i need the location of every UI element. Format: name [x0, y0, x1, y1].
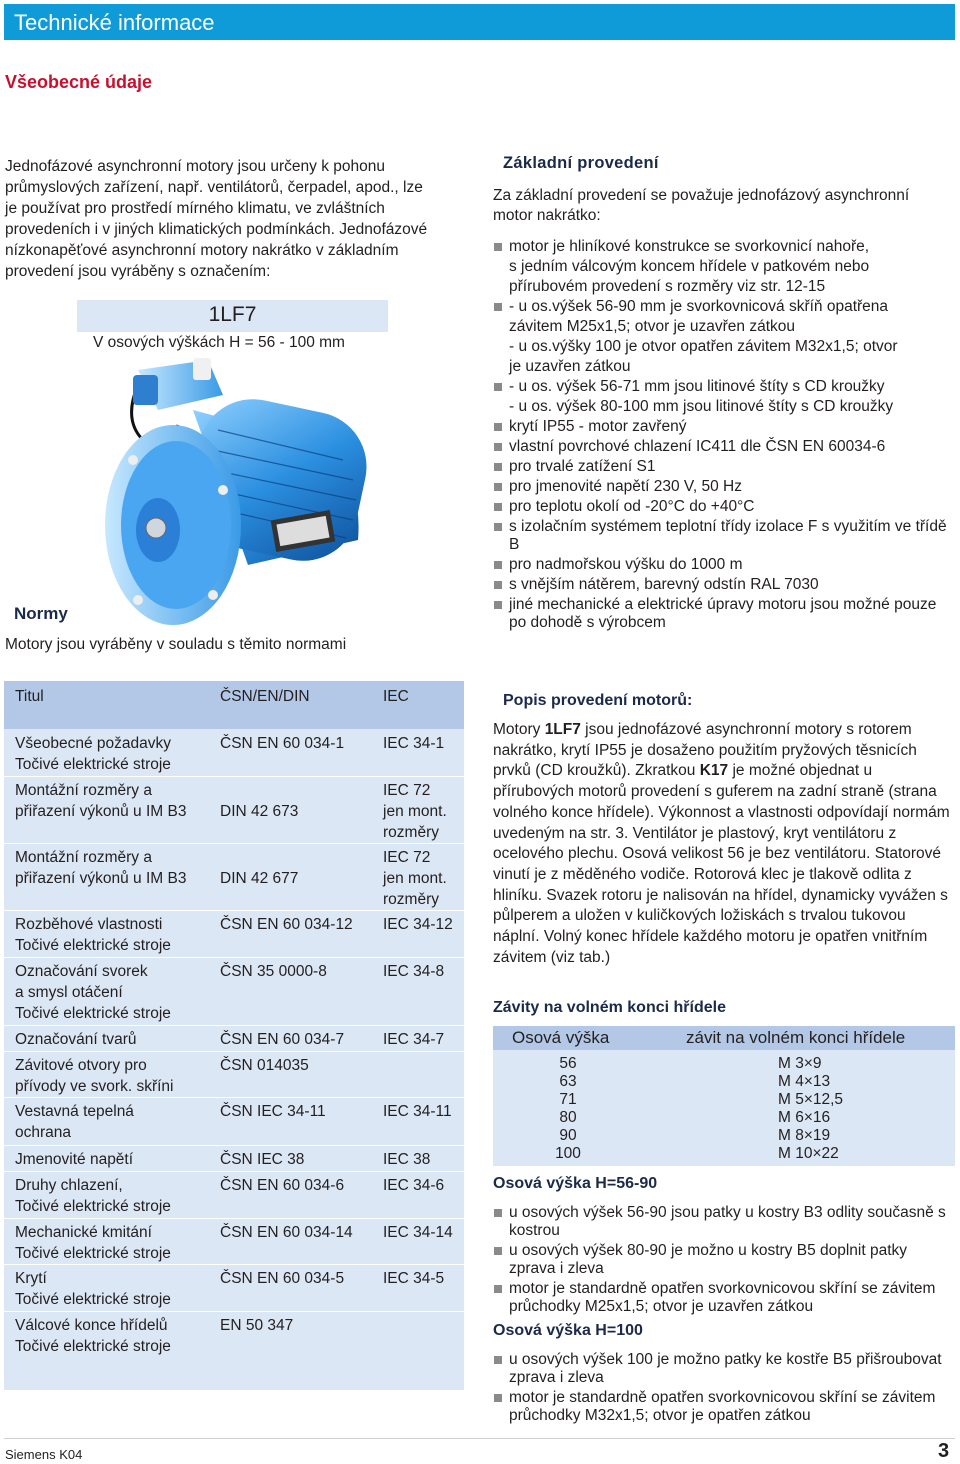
norms-text: Motory jsou vyráběny v souladu s těmito normami: [5, 636, 347, 653]
list-item: krytí IP55 - motor zavřený: [493, 418, 955, 436]
list-item: u osových výšek 80-90 je možno u kostry B5 doplnit patky zprava i zleva: [493, 1242, 955, 1278]
list-item: pro trvalé zatížení S1: [493, 458, 955, 476]
norm-title-cell: Vestavná tepelná ochrana: [15, 1103, 134, 1141]
threads-title: Závity na volném konci hřídele: [493, 999, 726, 1016]
norm-csn-cell: DIN 42 677: [220, 870, 299, 887]
thread-size-cell: M 10×22: [778, 1145, 839, 1162]
norm-csn-cell: ČSN EN 60 034-7: [220, 1031, 345, 1048]
list-item: - u os.výšek 56-90 mm je svorkovnicová skříň opatřena: [493, 298, 955, 316]
list-item: - u os. výšek 56-71 mm jsou litinové štíty s CD kroužky: [493, 378, 955, 396]
row-divider: [4, 1025, 464, 1026]
table-header-cell: Titul: [15, 688, 44, 705]
footer-label: Siemens K04: [5, 1447, 83, 1462]
table-header-cell: ČSN/EN/DIN: [220, 688, 310, 705]
thread-size-cell: M 4×13: [778, 1073, 831, 1090]
intro-text: [5, 156, 475, 282]
list-item: vlastní povrchové chlazení IC411 dle ČSN EN 60034-6: [493, 438, 955, 456]
basic-design-title: Základní provedení: [503, 154, 659, 172]
option-code: K17: [699, 762, 729, 780]
list-item: pro nadmořskou výšku do 1000 m: [493, 556, 955, 574]
list-item: je uzavřen zátkou: [509, 358, 631, 375]
intro-line: nízkonapěťové asynchronní motory nakrátko v základním: [5, 242, 399, 259]
norm-csn-cell: ČSN EN 60 034-5: [220, 1270, 345, 1287]
norm-csn-cell: ČSN EN 60 034-12: [220, 916, 353, 933]
norm-title-cell: Jmenovité napětí: [15, 1151, 134, 1168]
norm-title-cell: Krytí Točivé elektrické stroje: [15, 1270, 171, 1308]
row-divider: [4, 957, 464, 958]
norm-iec-cell: IEC 34-6: [383, 1177, 445, 1194]
table-header-cell: Osová výška: [512, 1028, 610, 1047]
norm-title-cell: Druhy chlazení, Točivé elektrické stroje: [15, 1177, 171, 1215]
thread-height-cell: 100: [555, 1145, 581, 1162]
h100-list: [493, 1351, 955, 1427]
thread-size-cell: M 8×19: [778, 1127, 831, 1144]
row-divider: [4, 1218, 464, 1219]
page-header-title: Technické informace: [14, 10, 215, 35]
norm-title-cell: Označování tvarů: [15, 1031, 137, 1048]
footer-divider: [4, 1438, 955, 1439]
norm-csn-cell: ČSN EN 60 034-6: [220, 1177, 345, 1194]
intro-line: provedeních i v jiných klimatických podmínkách. Jednofázové: [5, 221, 428, 238]
thread-height-cell: 63: [559, 1073, 577, 1090]
list-item: s izolačním systémem teplotní třídy izolace F s využitím ve třídě B: [493, 518, 955, 554]
row-divider: [4, 1145, 464, 1146]
list-item: jiné mechanické a elektrické úpravy motoru jsou možné pouze po dohodě s výrobcem: [493, 596, 955, 632]
norm-title-cell: Válcové konce hřídelů Točivé elektrické stroje: [15, 1317, 171, 1355]
thread-height-cell: 71: [559, 1091, 577, 1108]
h90-title: Osová výška H=56-90: [493, 1175, 658, 1192]
row-divider: [4, 1171, 464, 1172]
thread-size-cell: M 6×16: [778, 1109, 831, 1126]
norm-csn-cell: EN 50 347: [220, 1317, 294, 1334]
thread-height-cell: 80: [559, 1109, 577, 1126]
list-item: motor je standardně opatřen svorkovnicovou skříní se závitem průchodky M25x1,5; otvor je uzavřen zátkou: [493, 1280, 955, 1316]
list-item: - u os. výšek 80-100 mm jsou litinové štíty s CD kroužky: [509, 398, 894, 415]
list-item: pro jmenovité napětí 230 V, 50 Hz: [493, 478, 955, 496]
norm-iec-cell: IEC 34-11: [383, 1103, 452, 1120]
norm-title-cell: Označování svorek a smysl otáčení Točivé elektrické stroje: [15, 963, 171, 1022]
norm-iec-cell: IEC 72 jen mont. rozměry: [383, 849, 447, 908]
norm-iec-cell: IEC 34-12: [383, 916, 453, 933]
basic-design-intro: Za základní provedení se považuje jednofázový asynchronní motor nakrátko:: [493, 187, 910, 224]
row-divider: [4, 843, 464, 844]
intro-line: Jednofázové asynchronní motory jsou určeny k pohonu: [5, 158, 385, 175]
norm-csn-cell: ČSN 014035: [220, 1057, 309, 1074]
h100-title: Osová výška H=100: [493, 1322, 643, 1339]
list-item: motor je hliníkové konstrukce se svorkovnicí nahoře,: [493, 238, 955, 256]
table-header-cell: závit na volném konci hřídele: [686, 1028, 906, 1047]
norm-iec-cell: IEC 34-8: [383, 963, 445, 980]
list-item: - u os.výšky 100 je otvor opatřen závitem M32x1,5; otvor: [509, 338, 898, 355]
model-label: 1LF7: [208, 303, 257, 326]
norm-csn-cell: ČSN EN 60 034-1: [220, 735, 345, 752]
norms-title: Normy: [14, 604, 68, 623]
norm-title-cell: Montážní rozměry a přiřazení výkonů u IM B3: [15, 849, 187, 887]
list-item: s jedním válcovým koncem hřídele v patkovém nebo: [509, 258, 870, 275]
norm-iec-cell: IEC 72 jen mont. rozměry: [383, 782, 447, 841]
norm-csn-cell: ČSN EN 60 034-14: [220, 1224, 353, 1241]
axis-heights-text: V osových výškách H = 56 - 100 mm: [93, 334, 345, 351]
intro-line: provedení jsou vyráběny s označením:: [5, 263, 271, 280]
norm-iec-cell: IEC 34-1: [383, 735, 445, 752]
norm-title-cell: Závitové otvory pro přívody ve svork. skříni: [15, 1057, 174, 1095]
row-divider: [4, 910, 464, 911]
row-divider: [4, 1097, 464, 1098]
norm-title-cell: Montážní rozměry a přiřazení výkonů u IM B3: [15, 782, 187, 820]
table-header-cell: IEC: [383, 688, 409, 705]
thread-size-cell: M 3×9: [778, 1055, 822, 1072]
row-divider: [4, 1051, 464, 1052]
list-item: závitem M25x1,5; otvor je uzavřen zátkou: [509, 318, 796, 335]
list-item: motor je standardně opatřen svorkovnicovou skříní se závitem průchodky M32x1,5; otvor je opatřen zátkou: [493, 1389, 955, 1425]
norm-title-cell: Mechanické kmitání Točivé elektrické stroje: [15, 1224, 171, 1262]
page-number: 3: [938, 1440, 950, 1462]
intro-line: je používat pro prostředí mírného klimatu, ve zvláštních: [5, 200, 385, 217]
norm-title-cell: Všeobecné požadavky Točivé elektrické stroje: [15, 735, 171, 773]
row-divider: [4, 776, 464, 777]
norm-csn-cell: ČSN IEC 38: [220, 1151, 305, 1168]
list-item: s vnějším nátěrem, barevný odstín RAL 7030: [493, 576, 955, 594]
basic-design-list: [493, 238, 955, 634]
norm-iec-cell: IEC 34-5: [383, 1270, 445, 1287]
description-text: Motory 1LF7 jsou jednofázové asynchronní motory s rotorem nakrátko, krytí IP55 je dosaženo použitím pryžových těsnicích prvků (CD kroužků). Zkratkou K17 je možné objednat u přírubových motorů provedení s guferem na zadní straně (strana volného konce hřídele). Výkonnost a vlastnosti odpovídají normám uvedeným na str. 3. Ventilátor je plastový, kryt ventilátoru z ocelového plechu. Osová velikost 56 je bez ventilátoru. Statorové vinutí je z měděného vodiče. Rotorová klec je tlakově odlita z hliníku. Svazek rotoru je nalisován na hřídel, dynamicky vyvážen s půlperem a uložen v kuličkových ložiskách s trvalou tukovou náplní. Volný konec hřídele každého motoru je opatřen vnitřním závitem (viz tab.): [493, 721, 950, 966]
header-bar: [4, 4, 955, 40]
section-title: Všeobecné údaje: [5, 72, 153, 92]
list-item: u osových výšek 56-90 jsou patky u kostry B3 odlity současně s kostrou: [493, 1204, 955, 1240]
row-divider: [4, 1264, 464, 1265]
norm-csn-cell: ČSN IEC 34-11: [220, 1103, 326, 1120]
norm-csn-cell: DIN 42 673: [220, 803, 299, 820]
norm-iec-cell: IEC 34-14: [383, 1224, 453, 1241]
thread-size-cell: M 5×12,5: [778, 1091, 844, 1108]
norm-title-cell: Rozběhové vlastnosti Točivé elektrické stroje: [15, 916, 171, 954]
norm-iec-cell: IEC 38: [383, 1151, 431, 1168]
intro-line: průmyslových zařízení, např. ventilátorů, čerpadel, apod., lze: [5, 179, 423, 196]
motor-image: [98, 350, 388, 630]
h90-list: [493, 1204, 955, 1318]
model-code: 1LF7: [544, 721, 581, 738]
thread-height-cell: 56: [559, 1055, 577, 1072]
list-item: přírubovém provedení s rozměry viz str. 12-15: [509, 278, 826, 295]
thread-height-cell: 90: [559, 1127, 577, 1144]
norm-iec-cell: IEC 34-7: [383, 1031, 445, 1048]
description-title: Popis provedení motorů:: [503, 692, 693, 709]
norm-csn-cell: ČSN 35 0000-8: [220, 963, 327, 980]
row-divider: [4, 1311, 464, 1312]
list-item: u osových výšek 100 je možno patky ke kostře B5 přišroubovat zprava i zleva: [493, 1351, 955, 1387]
model-box: [77, 300, 388, 332]
list-item: pro teplotu okolí od -20°C do +40°C: [493, 498, 955, 516]
